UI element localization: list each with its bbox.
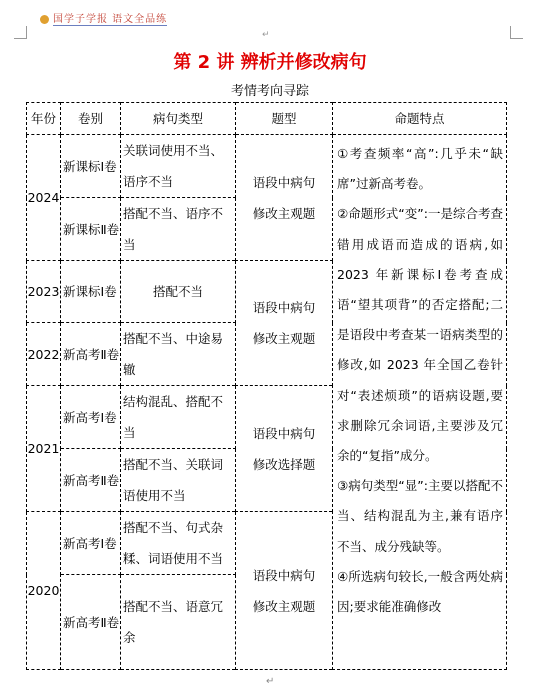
error-type-cell: 搭配不当、句式杂糅、词语使用不当 bbox=[121, 512, 236, 575]
question-type-cell bbox=[236, 261, 333, 386]
page-header bbox=[40, 10, 167, 25]
paper-cell: 新课标Ⅱ卷 bbox=[61, 198, 121, 261]
exam-analysis-table bbox=[26, 102, 507, 670]
page-subtitle: 考情考向寻踪 bbox=[230, 84, 309, 99]
paper-cell: 新高考Ⅰ卷 bbox=[61, 512, 121, 575]
error-type-cell: 搭配不当、语意冗余 bbox=[121, 575, 236, 670]
feature-item: ④所选病句较长,一般含两处病因;要求能准确修改 bbox=[337, 568, 503, 615]
question-type-line: 语段中病句 bbox=[252, 567, 316, 583]
paper-cell: 新高考Ⅱ卷 bbox=[61, 323, 121, 386]
feature-item: ①考查频率“高”:几乎未“缺席”过新高考卷。 bbox=[337, 146, 503, 192]
question-type-line: 语段中病句 bbox=[252, 174, 316, 190]
year-cell: 2023 bbox=[27, 261, 61, 323]
question-type-line: 修改主观题 bbox=[252, 205, 316, 221]
error-type-cell: 关联词使用不当、语序不当 bbox=[121, 135, 236, 198]
question-type-line: 语段中病句 bbox=[252, 425, 316, 441]
column-header: 卷别 bbox=[61, 103, 121, 135]
paragraph-mark-icon: ↵ bbox=[266, 676, 275, 687]
header-text: 国学子学报 语文全品练 bbox=[53, 14, 168, 25]
year-cell: 2024 bbox=[27, 135, 61, 261]
corner-mark-top-right bbox=[510, 26, 523, 39]
error-type-cell: 搭配不当、语序不当 bbox=[121, 198, 236, 261]
column-header: 命题特点 bbox=[333, 103, 507, 135]
feature-item: ②命题形式“变”:一是综合考查错用成语而造成的语病,如 2023 年新课标Ⅰ卷考查成语“望其项背”的否定搭配;二是语段中考查某一语病类型的修改,如 2023 年全国乙卷针对“表述烦琐”的语病设题,要求删除冗余词语,主要涉及冗余的“复指”成分。 bbox=[337, 206, 503, 464]
question-type-line: 语段中病句 bbox=[252, 300, 316, 315]
paper-cell: 新课标Ⅰ卷 bbox=[61, 135, 121, 198]
paragraph-mark-icon: ↵ bbox=[262, 30, 270, 40]
error-type-cell: 搭配不当、关联词语使用不当 bbox=[121, 449, 236, 512]
question-type-line: 修改主观题 bbox=[252, 331, 316, 346]
table-header-row bbox=[27, 103, 507, 135]
feature-item: ③病句类型“显”:主要以搭配不当、结构混乱为主,兼有语序不当、成分残缺等。 bbox=[337, 478, 503, 554]
question-type-line: 修改选择题 bbox=[252, 456, 316, 472]
corner-mark-top-left bbox=[14, 26, 27, 39]
paper-cell: 新高考Ⅱ卷 bbox=[61, 575, 121, 670]
seal-icon bbox=[40, 15, 49, 24]
question-type-cell bbox=[236, 135, 333, 261]
paper-cell: 新高考Ⅰ卷 bbox=[61, 386, 121, 449]
question-type-cell bbox=[236, 512, 333, 670]
features-cell bbox=[333, 135, 507, 670]
paper-cell: 新课标Ⅰ卷 bbox=[61, 261, 121, 323]
paper-cell: 新高考Ⅱ卷 bbox=[61, 449, 121, 512]
column-header: 题型 bbox=[236, 103, 333, 135]
table-row bbox=[27, 135, 507, 198]
year-cell: 2021 bbox=[27, 386, 61, 512]
column-header: 病句类型 bbox=[121, 103, 236, 135]
page-title: 第 2 讲 辨析并修改病句 bbox=[173, 52, 367, 73]
error-type-cell: 结构混乱、搭配不当 bbox=[121, 386, 236, 449]
column-header: 年份 bbox=[27, 103, 61, 135]
year-cell: 2020 bbox=[27, 512, 61, 670]
error-type-cell: 搭配不当、中途易辙 bbox=[121, 323, 236, 386]
question-type-line: 修改主观题 bbox=[252, 598, 316, 614]
year-cell: 2022 bbox=[27, 323, 61, 386]
error-type-cell: 搭配不当 bbox=[121, 261, 236, 323]
question-type-cell bbox=[236, 386, 333, 512]
